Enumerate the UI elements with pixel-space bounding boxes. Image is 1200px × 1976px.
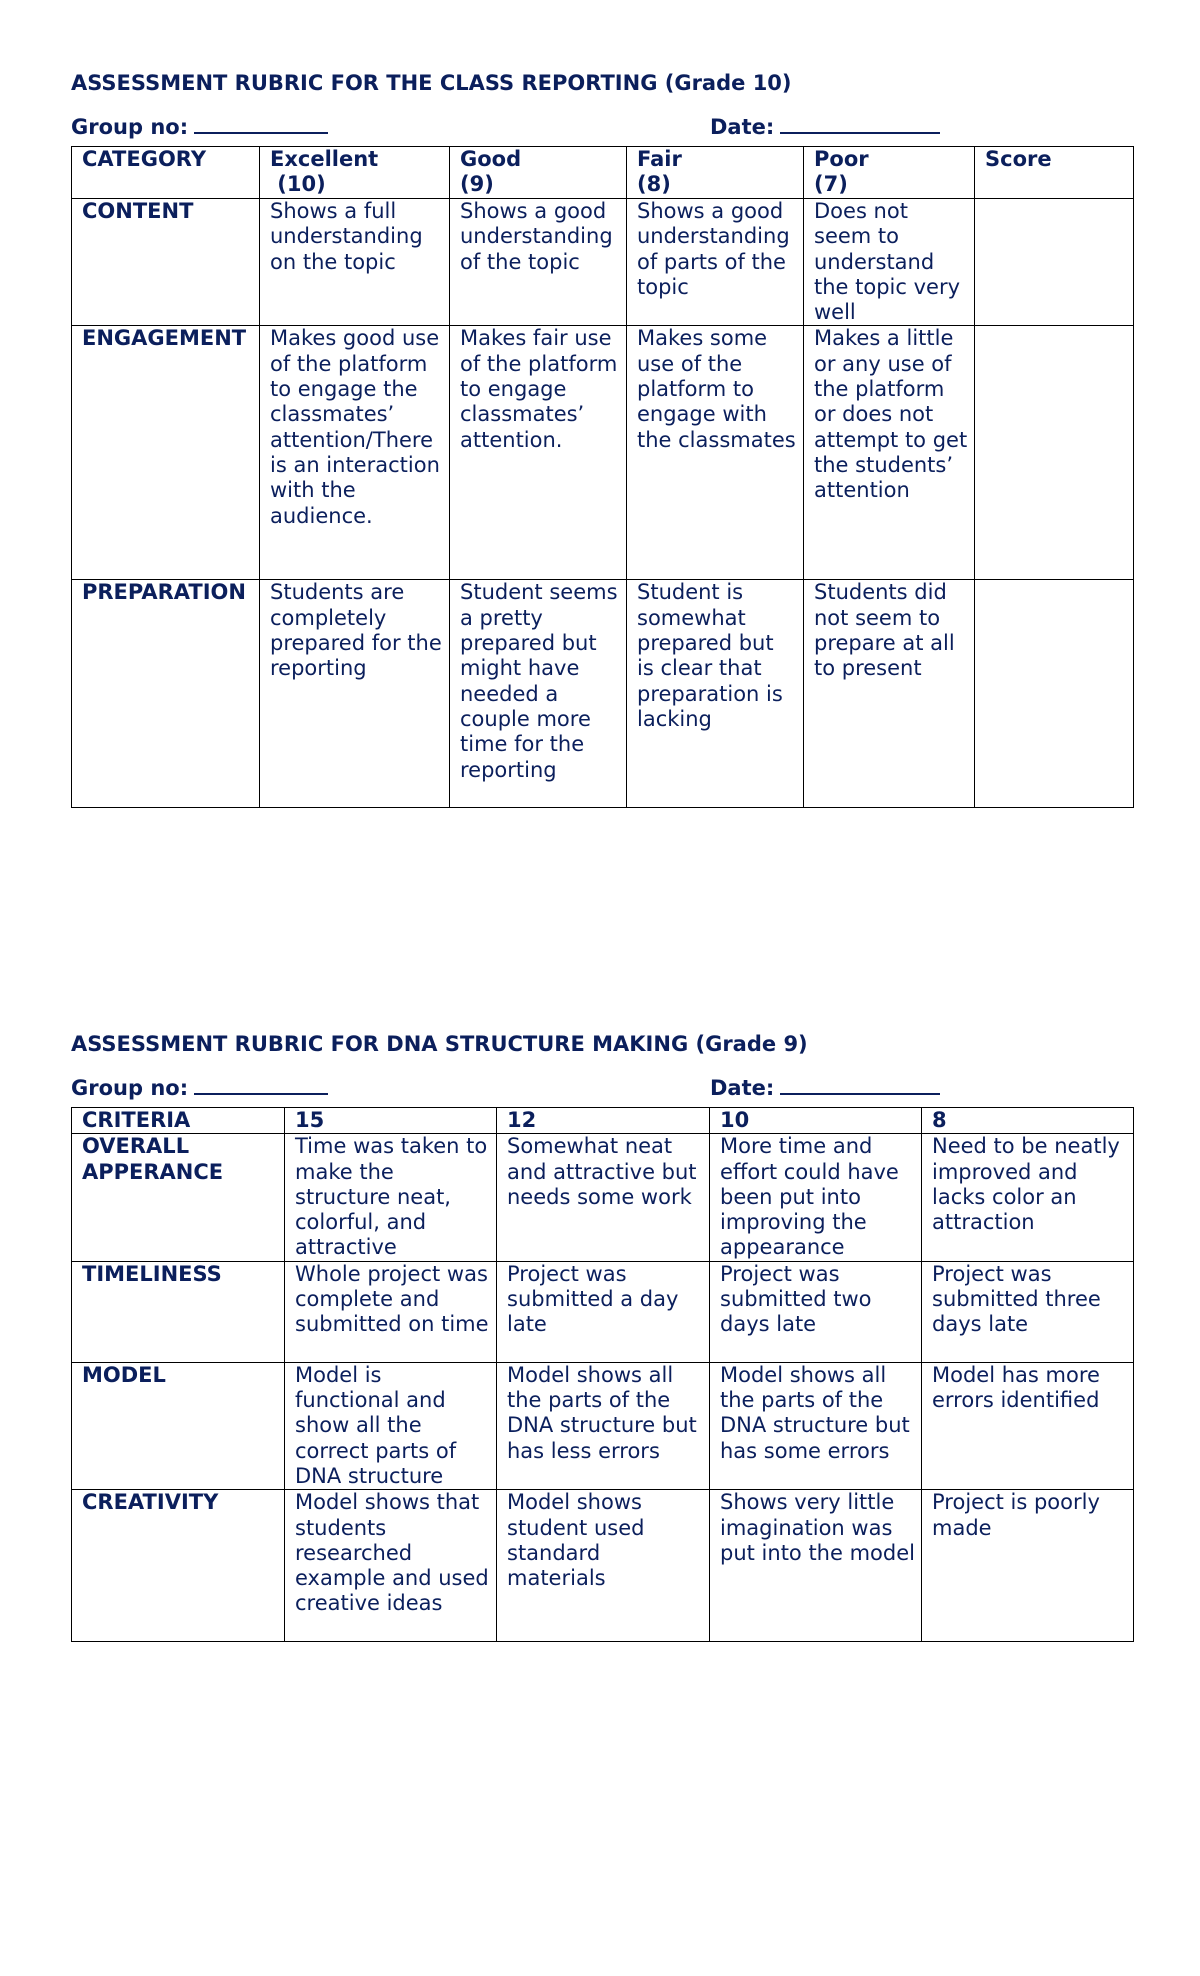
dna-structure-rubric (71, 1031, 1133, 1642)
header-8-points: 8 (922, 1108, 1134, 1134)
excellent-cell: Makes good use of the platform to engage the classmates’ attention/There is an interaction with the audience. (260, 326, 450, 580)
table-header-row (72, 1108, 1134, 1134)
table-row (72, 199, 1134, 326)
category-cell: PREPARATION (72, 580, 260, 808)
group-no-blank[interactable] (194, 112, 328, 134)
score-cell[interactable] (975, 199, 1134, 326)
group-date-line (71, 112, 1133, 140)
score-15-cell: Whole project was complete and submitted on time (285, 1261, 497, 1362)
category-cell: CONTENT (72, 199, 260, 326)
table-row (72, 580, 1134, 808)
header-criteria: CRITERIA (72, 1108, 285, 1134)
score-cell[interactable] (975, 580, 1134, 808)
header-10-points: 10 (710, 1108, 922, 1134)
score-8-cell: Project was submitted three days late (922, 1261, 1134, 1362)
class-reporting-rubric (71, 70, 1133, 808)
group-no-blank[interactable] (194, 1073, 328, 1095)
score-15-cell: Time was taken to make the structure neat, colorful, and attractive (285, 1134, 497, 1261)
category-cell: ENGAGEMENT (72, 326, 260, 580)
header-fair: Fair (8) (627, 147, 804, 199)
group-date-line (71, 1073, 1133, 1101)
table-row (72, 326, 1134, 580)
score-15-cell: Model is functional and show all the correct parts of DNA structure (285, 1362, 497, 1489)
criteria-cell: MODEL (72, 1362, 285, 1489)
excellent-cell: Students are completely prepared for the reporting (260, 580, 450, 808)
table-header-row (72, 147, 1134, 199)
table-row (72, 1261, 1134, 1362)
excellent-cell: Shows a full understanding on the topic (260, 199, 450, 326)
score-12-cell: Model shows all the parts of the DNA structure but has less errors (497, 1362, 710, 1489)
good-cell: Shows a good understanding of the topic (450, 199, 627, 326)
poor-cell: Makes a little or any use of the platform or does not attempt to get the students’ attention (804, 326, 975, 580)
group-no-label: Group no: (71, 115, 189, 139)
score-10-cell: Project was submitted two days late (710, 1261, 922, 1362)
rubric-title: ASSESSMENT RUBRIC FOR THE CLASS REPORTING (Grade 10) (71, 71, 792, 95)
date-field (710, 1073, 940, 1101)
header-12-points: 12 (497, 1108, 710, 1134)
criteria-cell: TIMELINESS (72, 1261, 285, 1362)
header-category: CATEGORY (72, 147, 260, 199)
header-good: Good (9) (450, 147, 627, 199)
table-row (72, 1362, 1134, 1489)
good-cell: Student seems a pretty prepared but might have needed a couple more time for the reporting (450, 580, 627, 808)
good-cell: Makes fair use of the platform to engage classmates’ attention. (450, 326, 627, 580)
criteria-cell: CREATIVITY (72, 1490, 285, 1642)
date-label: Date: (710, 1076, 775, 1100)
header-excellent: Excellent (10) (260, 147, 450, 199)
date-field (710, 112, 940, 140)
class-reporting-table (71, 146, 1134, 808)
score-8-cell: Need to be neatly improved and lacks color an attraction (922, 1134, 1134, 1261)
rubric-title: ASSESSMENT RUBRIC FOR DNA STRUCTURE MAKING (Grade 9) (71, 1032, 808, 1056)
header-poor: Poor (7) (804, 147, 975, 199)
date-label: Date: (710, 115, 775, 139)
poor-cell: Does not seem to understand the topic very well (804, 199, 975, 326)
score-12-cell: Somewhat neat and attractive but needs some work (497, 1134, 710, 1261)
criteria-cell: OVERALL APPERANCE (72, 1134, 285, 1261)
table-row (72, 1134, 1134, 1261)
fair-cell: Student is somewhat prepared but is clear that preparation is lacking (627, 580, 804, 808)
score-10-cell: Model shows all the parts of the DNA structure but has some errors (710, 1362, 922, 1489)
group-no-label: Group no: (71, 1076, 189, 1100)
header-score: Score (975, 147, 1134, 199)
score-12-cell: Project was submitted a day late (497, 1261, 710, 1362)
group-no-field (71, 1073, 328, 1101)
score-10-cell: Shows very little imagination was put into the model (710, 1490, 922, 1642)
fair-cell: Makes some use of the platform to engage with the classmates (627, 326, 804, 580)
fair-cell: Shows a good understanding of parts of the topic (627, 199, 804, 326)
date-blank[interactable] (780, 112, 940, 134)
date-blank[interactable] (780, 1073, 940, 1095)
table-row (72, 1490, 1134, 1642)
score-15-cell: Model shows that students researched example and used creative ideas (285, 1490, 497, 1642)
group-no-field (71, 112, 328, 140)
score-8-cell: Model has more errors identified (922, 1362, 1134, 1489)
dna-structure-table (71, 1107, 1134, 1642)
score-8-cell: Project is poorly made (922, 1490, 1134, 1642)
score-cell[interactable] (975, 326, 1134, 580)
header-15-points: 15 (285, 1108, 497, 1134)
score-10-cell: More time and effort could have been put into improving the appearance (710, 1134, 922, 1261)
poor-cell: Students did not seem to prepare at all to present (804, 580, 975, 808)
score-12-cell: Model shows student used standard materials (497, 1490, 710, 1642)
